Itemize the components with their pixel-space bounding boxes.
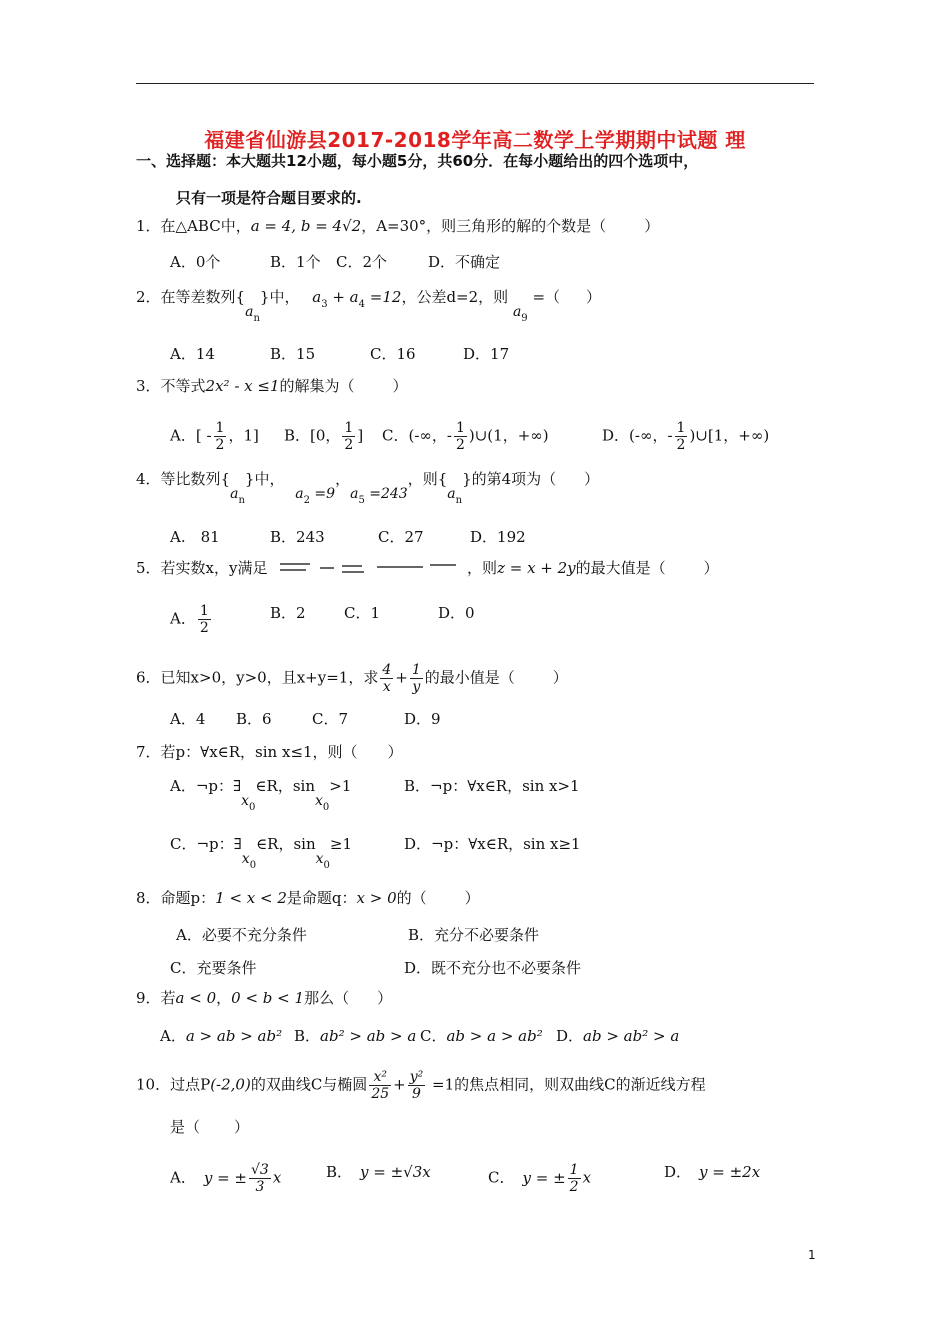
q10-option-a[interactable]: A． y = ± $\frac{√3}{3}$ x: [170, 1162, 282, 1195]
q2-option-a[interactable]: A．14: [170, 345, 215, 363]
q3-option-a[interactable]: A．[ - $\frac{1}{2}$ ，1]: [170, 420, 259, 453]
q4-option-c[interactable]: C．27: [378, 528, 424, 546]
q6-option-d[interactable]: D．9: [404, 710, 441, 728]
q7-option-b[interactable]: B．¬p：∀x∈R，sin x>1: [404, 777, 580, 795]
q9-option-c[interactable]: C．ab > a > ab²: [420, 1027, 543, 1045]
q9-option-d[interactable]: D．ab > ab² > a: [556, 1027, 680, 1045]
q9-option-b[interactable]: B．ab² > ab > a: [294, 1027, 417, 1045]
q4-option-a[interactable]: A. 81: [170, 528, 220, 546]
q10-option-d[interactable]: D． y = ±2x: [664, 1163, 761, 1181]
q5-option-c[interactable]: C．1: [344, 604, 381, 622]
question-1: 1．在△ABC中，a = 4, b = 4√2，A=30°，则三角形的解的个数是（ ）: [136, 217, 660, 235]
question-6: 6．已知x>0，y>0，且x+y=1，求 $\frac{4}{x}$ + $\frac{1}{y}$ 的最小值是（ ）: [136, 662, 568, 695]
q5-option-d[interactable]: D．0: [438, 604, 475, 622]
question-4: 4．等比数列$\{a_n\}$中， $a_2 =9$，$a_5 =243$，则$\{a_n\}$的第4项为（ ）: [136, 470, 600, 506]
q9-option-a[interactable]: A．a > ab > ab²: [160, 1027, 283, 1045]
q7-option-c[interactable]: C．¬p：$\exists x_0\in R$，sinx$_0$≥1: [170, 835, 353, 871]
question-7: 7．若p：∀x∈R，sin x≤1，则（ ）: [136, 743, 403, 761]
q6-option-c[interactable]: C．7: [312, 710, 349, 728]
header-rule: [136, 83, 814, 84]
section-heading: 一、选择题：本大题共12小题，每小题5分，共60分．在每小题给出的四个选项中，: [136, 152, 699, 170]
q5-option-b[interactable]: B．2: [270, 604, 306, 622]
q3-option-c[interactable]: C．(-∞，- $\frac{1}{2}$ )∪(1，+∞): [382, 420, 549, 453]
q2-option-b[interactable]: B．15: [270, 345, 316, 363]
q8-option-a[interactable]: A．必要不充分条件: [176, 926, 307, 944]
q6-option-a[interactable]: A．4: [170, 710, 206, 728]
constraint-system-image: [272, 561, 462, 577]
q8-option-d[interactable]: D．既不充分也不必要条件: [404, 959, 582, 977]
q7-option-d[interactable]: D．¬p：∀x∈R，sin x≥1: [404, 835, 581, 853]
q10-option-c[interactable]: C． y = ± $\frac{1}{2}$ x: [488, 1162, 592, 1195]
question-5: 5．若实数x，y满足 ，则z = x + 2y的最大值是（ ）: [136, 559, 719, 577]
q5-option-a[interactable]: A． $\frac{1}{2}$: [170, 603, 209, 636]
q2-option-d[interactable]: D．17: [463, 345, 510, 363]
q1-option-c[interactable]: C．2个: [336, 253, 388, 271]
question-8: 8．命题p：1 < x < 2是命题q：x > 0的（ ）: [136, 889, 480, 907]
question-9: 9．若a < 0，0 < b < 1那么（ ）: [136, 989, 393, 1007]
q2-option-c[interactable]: C．16: [370, 345, 416, 363]
page-number: 1: [808, 1248, 816, 1262]
q3-option-d[interactable]: D．(-∞，- $\frac{1}{2}$ )∪[1，+∞): [602, 420, 770, 453]
q10-option-b[interactable]: B． y = ±√3x: [326, 1163, 431, 1181]
q1-option-a[interactable]: A．0个: [170, 253, 221, 271]
q8-option-c[interactable]: C．充要条件: [170, 959, 257, 977]
q8-option-b[interactable]: B．充分不必要条件: [408, 926, 540, 944]
q7-option-a[interactable]: A．¬p：$\exists x_0\in R$，sinx$_0$>1: [170, 777, 352, 813]
question-10-cont: 是（ ）: [170, 1118, 250, 1136]
question-10: 10．过点P(-2,0)的双曲线C与椭圆 $\frac{\text{x²}}{25}$ + $\frac{\text{y²}}{9}$ =1的焦点相同，则双曲线C的渐近线方程: [136, 1069, 706, 1102]
q4-option-d[interactable]: D．192: [470, 528, 526, 546]
q3-option-b[interactable]: B．[0， $\frac{1}{2}$ ]: [284, 420, 364, 453]
q1-option-d[interactable]: D．不确定: [428, 253, 501, 271]
question-2: 2．在等差数列$\{a_n\}$中， $a_3 + a_4 =12$，公差d=2，则 $a_9$ =（ ）: [136, 288, 602, 324]
question-3: 3．不等式2x² - x ≤1的解集为（ ）: [136, 377, 408, 395]
q4-option-b[interactable]: B．243: [270, 528, 325, 546]
page-title: 福建省仙游县2017-2018学年高二数学上学期期中试题 理: [204, 128, 746, 152]
section-heading-cont: 只有一项是符合题目要求的.: [176, 189, 362, 207]
q6-option-b[interactable]: B．6: [236, 710, 272, 728]
q1-option-b[interactable]: B．1个: [270, 253, 321, 271]
